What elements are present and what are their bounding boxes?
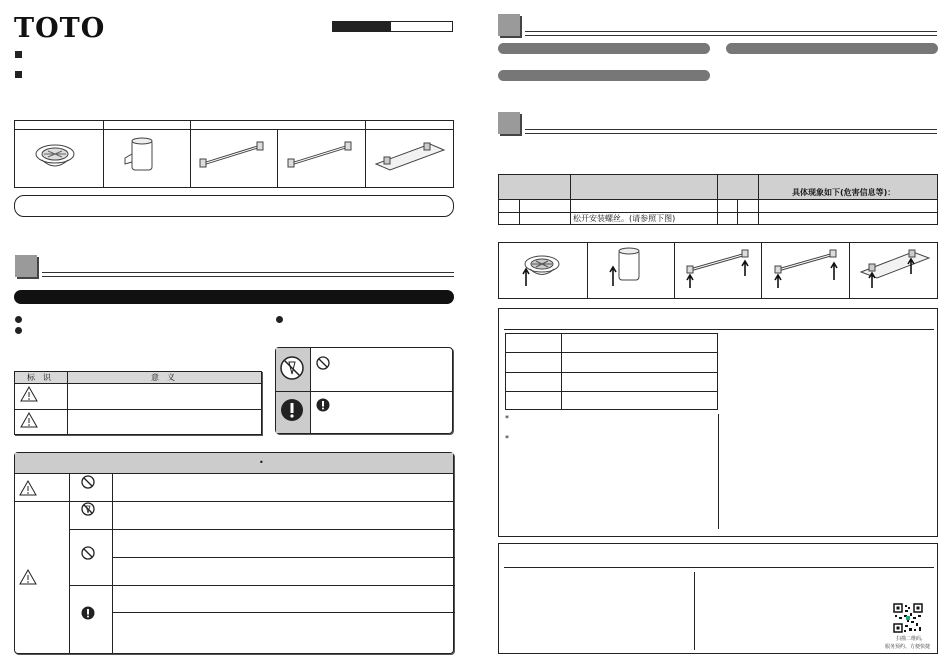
towel-bar-removal-image-2	[770, 246, 842, 290]
info-table-row-text: 松开安装螺丝。(请参照下图)	[573, 214, 676, 223]
soap-dish-image	[34, 140, 76, 174]
section-header-rule	[525, 31, 937, 36]
caution-table-marker: •	[259, 458, 264, 467]
glass-shelf-image	[374, 138, 446, 172]
towel-bar-image-2	[287, 140, 355, 168]
info-table	[498, 174, 938, 225]
mandatory-icon	[316, 398, 330, 412]
heading-pill	[726, 43, 938, 54]
section-number-box	[498, 112, 520, 134]
caution-table	[14, 452, 454, 654]
symbol-table-header-mark: 标 识	[27, 373, 51, 382]
toto-logo: TOTO	[14, 13, 106, 44]
warning-triangle-icon	[19, 569, 37, 585]
qr-caption-2: 服务预约、方便快捷	[885, 644, 931, 650]
bullet-dot	[276, 316, 283, 323]
prohibit-icon	[316, 356, 330, 370]
symbol-table	[14, 371, 262, 435]
bullet-dot	[15, 327, 22, 334]
safety-title-bar	[14, 290, 454, 304]
bullet-square	[15, 71, 22, 78]
note-box	[14, 195, 454, 217]
qr-caption-1: 扫描二维码,	[896, 636, 923, 642]
symbol-table-header-meaning: 意 义	[151, 373, 175, 382]
service-box	[498, 543, 938, 654]
shelf-removal-image	[857, 244, 933, 290]
prohibit-icon	[81, 475, 95, 489]
heading-pill	[498, 43, 710, 54]
heading-pill	[498, 70, 710, 81]
mandatory-icon	[81, 606, 95, 620]
footnote-asterisk: *	[505, 434, 509, 443]
soap-dish-removal-image	[518, 250, 562, 290]
warning-triangle-icon	[19, 480, 37, 496]
towel-bar-image	[199, 140, 267, 168]
no-disassemble-icon	[81, 502, 95, 516]
bullet-dot	[15, 316, 22, 323]
mandatory-icon	[280, 398, 304, 422]
qr-code	[893, 603, 923, 633]
tumbler-removal-image	[605, 246, 645, 290]
section-header-rule	[525, 129, 937, 134]
info-table-header: 具体现象如下(危害信息等)：	[792, 188, 896, 197]
warning-triangle-icon	[20, 386, 38, 402]
bullet-square	[15, 51, 22, 58]
towel-bar-removal-image	[682, 246, 754, 290]
prohibit-icon	[81, 546, 95, 560]
section-header-rule	[42, 272, 454, 277]
no-disassemble-icon	[280, 356, 304, 380]
tumbler-image	[122, 136, 158, 176]
record-table	[505, 333, 718, 410]
footnote-asterisk: *	[505, 414, 509, 423]
section-number-box	[15, 255, 37, 277]
section-number-box	[498, 14, 520, 36]
header-bar	[332, 21, 453, 32]
warning-triangle-icon	[20, 412, 38, 428]
